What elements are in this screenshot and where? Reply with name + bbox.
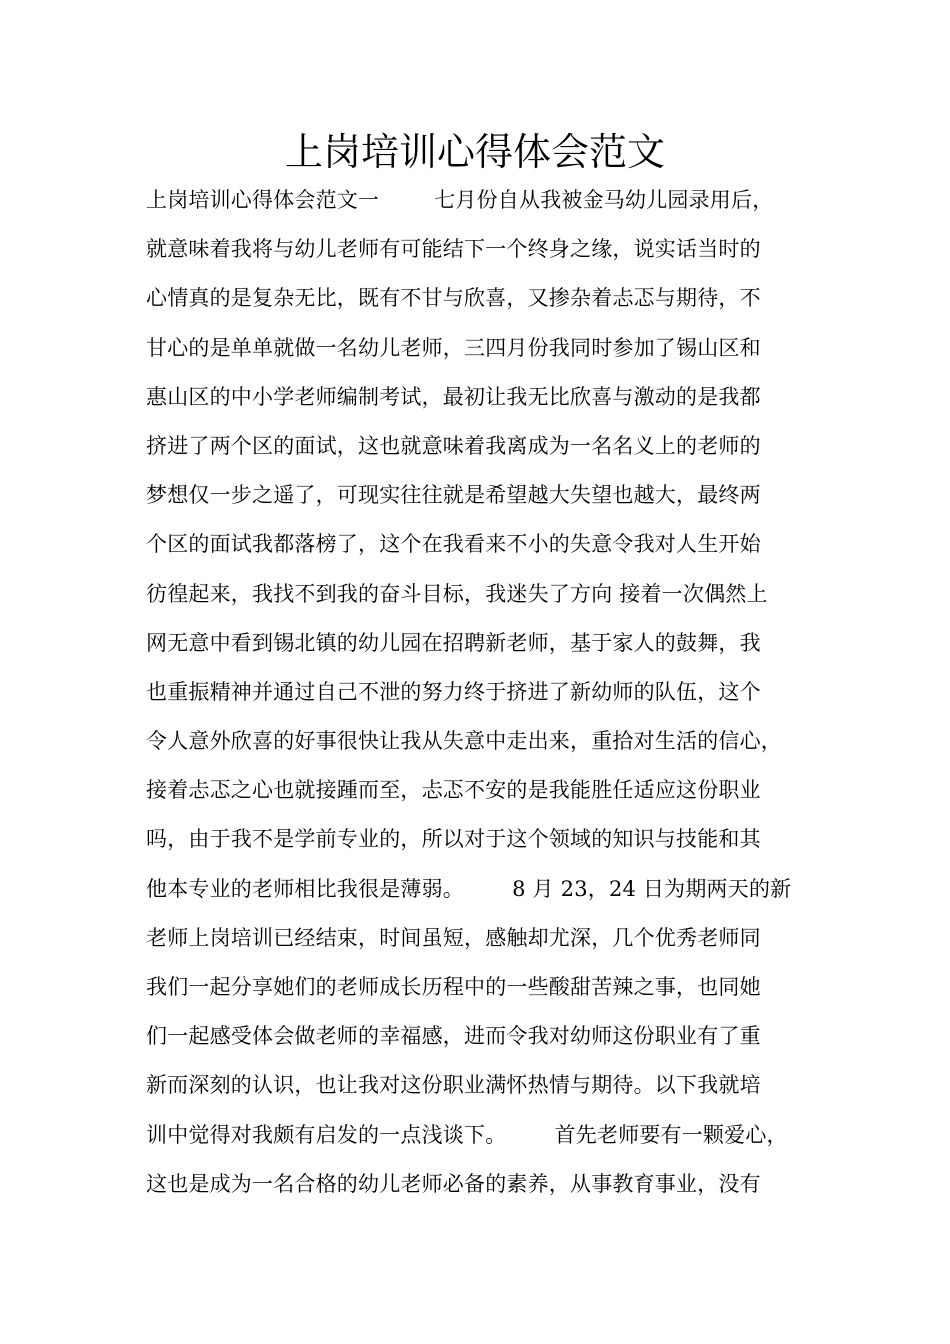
body-line: 心情真的是复杂无比，既有不甘与欣喜，又掺杂着忐忑与期待，不	[146, 286, 761, 311]
body-line: 们一起感受体会做老师的幸福感，进而令我对幼师这份职业有了重	[146, 1024, 761, 1049]
body-line: 就意味着我将与幼儿老师有可能结下一个终身之缘，说实话当时的	[146, 237, 761, 262]
body-line: 令人意外欣喜的好事很快让我从失意中走出来，重拾对生活的信心，	[146, 729, 782, 754]
body-line: 新而深刻的认识，也让我对这份职业满怀热情与期待。以下我就培	[146, 1073, 761, 1098]
body-line: 训中觉得对我颇有启发的一点浅谈下。 首先老师要有一颗爱心，	[146, 1122, 788, 1147]
body-line: 甘心的是单单就做一名幼儿老师，三四月份我同时参加了锡山区和	[146, 335, 761, 360]
body-line: 吗，由于我不是学前专业的，所以对于这个领域的知识与技能和其	[146, 827, 761, 852]
document-title: 上岗培训心得体会范文	[284, 130, 665, 174]
body-line: 个区的面试我都落榜了，这个在我看来不小的失意令我对人生开始	[146, 532, 761, 557]
body-line: 上岗培训心得体会范文一 七月份自从我被金马幼儿园录用后，	[146, 188, 774, 212]
body-line: 他本专业的老师相比我很是薄弱。 8 月 23，24 日为期两天的新	[146, 876, 792, 901]
body-line: 惠山区的中小学老师编制考试，最初让我无比欣喜与激动的是我都	[146, 384, 761, 409]
body-line: 彷徨起来，我找不到我的奋斗目标，我迷失了方向 接着一次偶然上	[146, 581, 768, 606]
body-line: 也重振精神并通过自己不泄的努力终于挤进了新幼师的队伍，这个	[146, 679, 761, 704]
body-line: 这也是成为一名合格的幼儿老师必备的素养，从事教育事业，没有	[146, 1171, 761, 1196]
body-line: 挤进了两个区的面试，这也就意味着我离成为一名名义上的老师的	[146, 433, 761, 458]
body-line: 老师上岗培训已经结束，时间虽短，感触却尤深，几个优秀老师同	[146, 925, 761, 950]
document-body	[146, 176, 826, 1209]
body-line: 梦想仅一步之遥了，可现实往往就是希望越大失望也越大，最终两	[146, 483, 761, 508]
body-line: 网无意中看到锡北镇的幼儿园在招聘新老师，基于家人的鼓舞，我	[146, 630, 761, 655]
body-line: 接着忐忑之心也就接踵而至，忐忑不安的是我能胜任适应这份职业	[146, 778, 761, 803]
body-line: 我们一起分享她们的老师成长历程中的一些酸甜苦辣之事，也同她	[146, 975, 761, 999]
